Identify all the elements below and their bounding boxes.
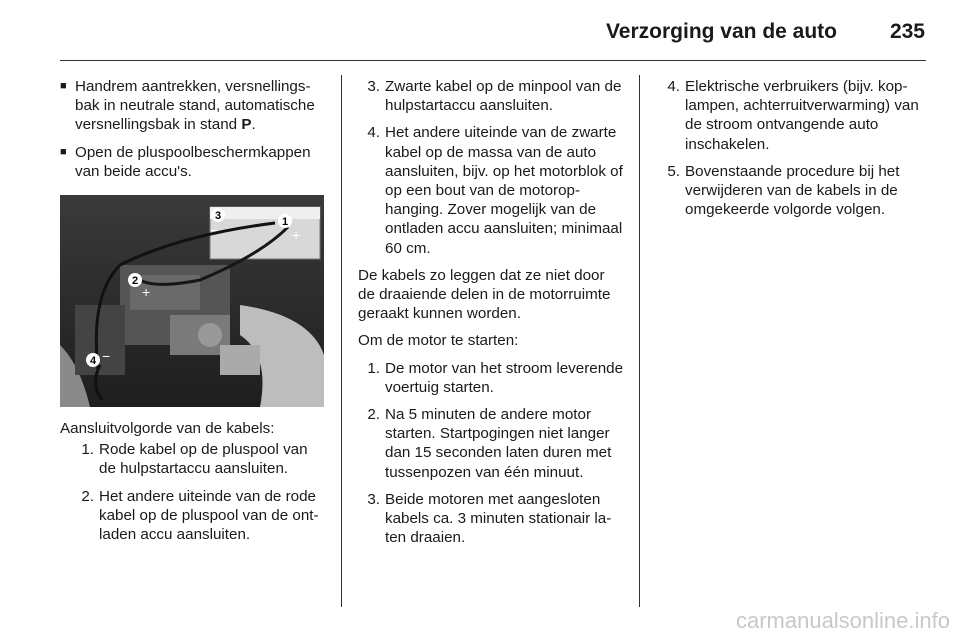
list-number: 1. (367, 359, 380, 377)
list-item (358, 405, 624, 482)
list-number: 2. (367, 406, 380, 424)
bullet-text-end: . (251, 116, 256, 134)
list-number: 1. (81, 441, 94, 459)
start-steps (358, 359, 624, 548)
list-item (358, 77, 624, 115)
bullet-item (60, 143, 324, 181)
page-header-title: Verzorging van de auto (605, 20, 837, 43)
column-1 (60, 77, 324, 552)
list-text: Na 5 minuten de andere motor starten. Startpogingen niet langer dan 15 seconden laten duren met tussenpozen van één minuut. (385, 406, 612, 481)
bullet-text: Open de pluspoolbeschermkappen van beide accu's. (75, 143, 311, 180)
list-number: 5. (667, 162, 680, 180)
connection-steps (60, 440, 324, 544)
photo-label-3: 3 (214, 210, 222, 223)
list-text: Zwarte kabel op de minpool van de hulpstartaccu aansluiten. (385, 78, 622, 115)
photo-label-1: 1 (281, 216, 289, 229)
list-item (72, 487, 324, 545)
list-item (358, 490, 624, 548)
list-text: Het andere uiteinde van de zwarte kabel op de massa van de auto aansluiten, bijv. op het motorblok of op een bout van de motorophanging. Zover mogelijk van de ontladen accu aansluiten; minimaal 60 cm. (385, 124, 623, 257)
column-3 (658, 77, 926, 227)
list-number: 3. (367, 78, 380, 95)
header-rule (60, 60, 926, 61)
column-divider-2 (639, 75, 640, 607)
list-item (658, 77, 926, 154)
list-number: 4. (667, 78, 680, 95)
list-item (658, 162, 926, 220)
page-number: 235 (889, 20, 925, 43)
minus-icon: − (210, 222, 219, 239)
engine-bay-photo (60, 195, 324, 407)
paragraph: De kabels zo leggen dat ze niet door de draaiende delen in de motorruimte geraakt kunnen worden. (358, 266, 611, 323)
list-text: De motor van het stroom leverende voertuig starten. (385, 359, 624, 396)
square-bullet-icon: ■ (60, 80, 67, 92)
bullet-item (60, 77, 324, 135)
square-bullet-icon: ■ (60, 145, 67, 158)
list-number: 4. (367, 124, 380, 142)
watermark: carmanualsonline.info (735, 608, 950, 633)
minus-icon: − (102, 348, 111, 365)
plus-icon: + (142, 284, 151, 301)
plus-icon: + (292, 227, 301, 244)
list-item (72, 440, 324, 478)
list-number: 3. (367, 490, 380, 508)
list-number: 2. (81, 487, 94, 505)
list-text: Bovenstaande procedure bij het verwijderen van de kabels in de omgekeerde volgorde volgen. (685, 162, 900, 219)
bullet-text: Handrem aantrekken, versnellingsbak in neutrale stand, automatische versnellingsbak in stand (75, 78, 315, 134)
list-text: Elektrische verbruikers (bijv. koplampen, achterruitverwarming) van de stroom ontvangende auto inschakelen. (685, 78, 919, 153)
caption: Aansluitvolgorde van de kabels: (60, 420, 275, 438)
column-2 (358, 77, 624, 555)
bullet-bold-text: P (241, 116, 252, 134)
paragraph: Om de motor te starten: (358, 332, 519, 350)
list-text: Rode kabel op de pluspool van de hulpstartaccu aansluiten. (99, 441, 308, 478)
photo-label-2: 2 (131, 275, 139, 288)
list-item (358, 359, 624, 397)
list-item (358, 123, 624, 257)
photo-label-4: 4 (89, 355, 97, 368)
list-text: Beide motoren met aangesloten kabels ca. 3 minuten stationair laten draaien. (385, 490, 612, 547)
list-text: Het andere uiteinde van de rode kabel op de pluspool van de ontladen accu aansluiten. (99, 487, 319, 544)
column-divider-1 (341, 75, 342, 607)
